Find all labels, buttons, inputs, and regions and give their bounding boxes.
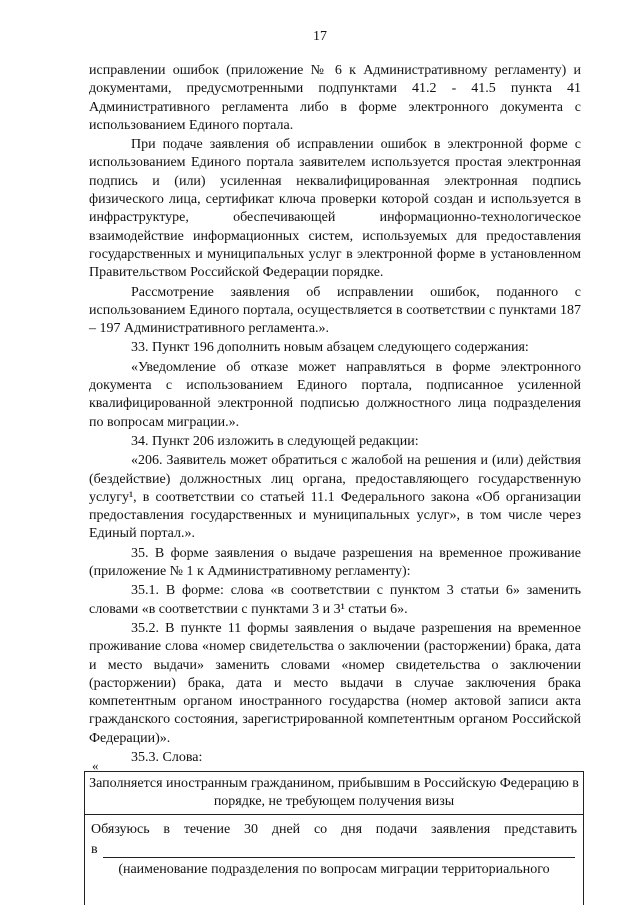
form-box-line-2 [85,839,583,859]
paragraph: «Уведомление об отказе может направляться в форме электронного документа с использованием Единого портала, подписанное усиленной квалифицированной электронной подписью должностного лица подразделения по вопросам миграции.». [89,359,581,430]
form-box-line-2-prefix: в [91,841,98,857]
paragraph: 35.2. В пункте 11 формы заявления о выдаче разрешения на временное проживание слова «номер свидетельства о заключении (расторжении) брака, дата и место выдачи» заменить словами «номер свидетельства о заключении (расторжении) брака, дата и место выдачи в случае заключения брака компетентным органом иностранного государства (номер актовой записи акта гражданского состояния, зарегистрированной компетентным органом Российской Федерации)». [89,620,581,746]
paragraph: При подаче заявления об исправлении ошибок в электронной форме с использованием Единого портала заявителем используется простая электронная подпись и (или) усиленная неквалифицированная электронная подпись физического лица, сертификат ключа проверки которой создан и используется в инфраструктуре, обеспечивающей информационно-технологическое взаимодействие информационных систем, используемых для предоставления государственных и муниципальных услуг в электронной форме в установленном Правительством Российской Федерации порядке. [89,137,581,281]
form-box-line-1: Обязуюсь в течение 30 дней со дня подачи заявления представить [91,821,577,837]
paragraph: 33. Пункт 196 дополнить новым абзацем следующего содержания: [131,340,529,356]
fill-in-underline [103,857,575,858]
paragraph: 34. Пункт 206 изложить в следующей редакции: [131,433,419,449]
paragraph: 35.3. Слова: [131,749,203,765]
paragraph: 35. В форме заявления о выдаче разрешения на временное проживание (приложение № 1 к Административному регламенту): [89,545,581,580]
page-number: 17 [313,29,327,44]
form-box [84,771,584,905]
form-box-header: Заполняется иностранным гражданином, прибывшим в Российскую Федерацию в порядке, не требующем получения визы [85,772,583,815]
form-box-line-3: (наименование подразделения по вопросам миграции территориального [118,862,550,878]
opening-quote-mark: « [92,758,99,773]
paragraph: «206. Заявитель может обратиться с жалобой на решения и (или) действия (бездействие) должностных лиц органа, предоставляющего государственную услугу¹, в соответствии со статьей 11.1 Федерального закона «Об организации предоставления государственных и муниципальных услуг», в том числе через Единый портал.». [89,453,581,542]
paragraph: исправлении ошибок (приложение № 6 к Административному регламенту) и документами, предусмотренными подпунктами 41.2 - 41.5 пункта 41 Административного регламента либо в форме электронного документа с использованием Единого портала. [89,63,581,133]
document-body [89,62,581,767]
paragraph: 35.1. В форме: слова «в соответствии с пунктом 3 статьи 6» заменить словами «в соответствии с пунктами 3 и 3¹ статьи 6». [89,583,581,617]
paragraph: Рассмотрение заявления об исправлении ошибок, поданного с использованием Единого портала, осуществляется в соответствии с пунктами 187 – 197 Административного регламента.». [89,284,581,337]
